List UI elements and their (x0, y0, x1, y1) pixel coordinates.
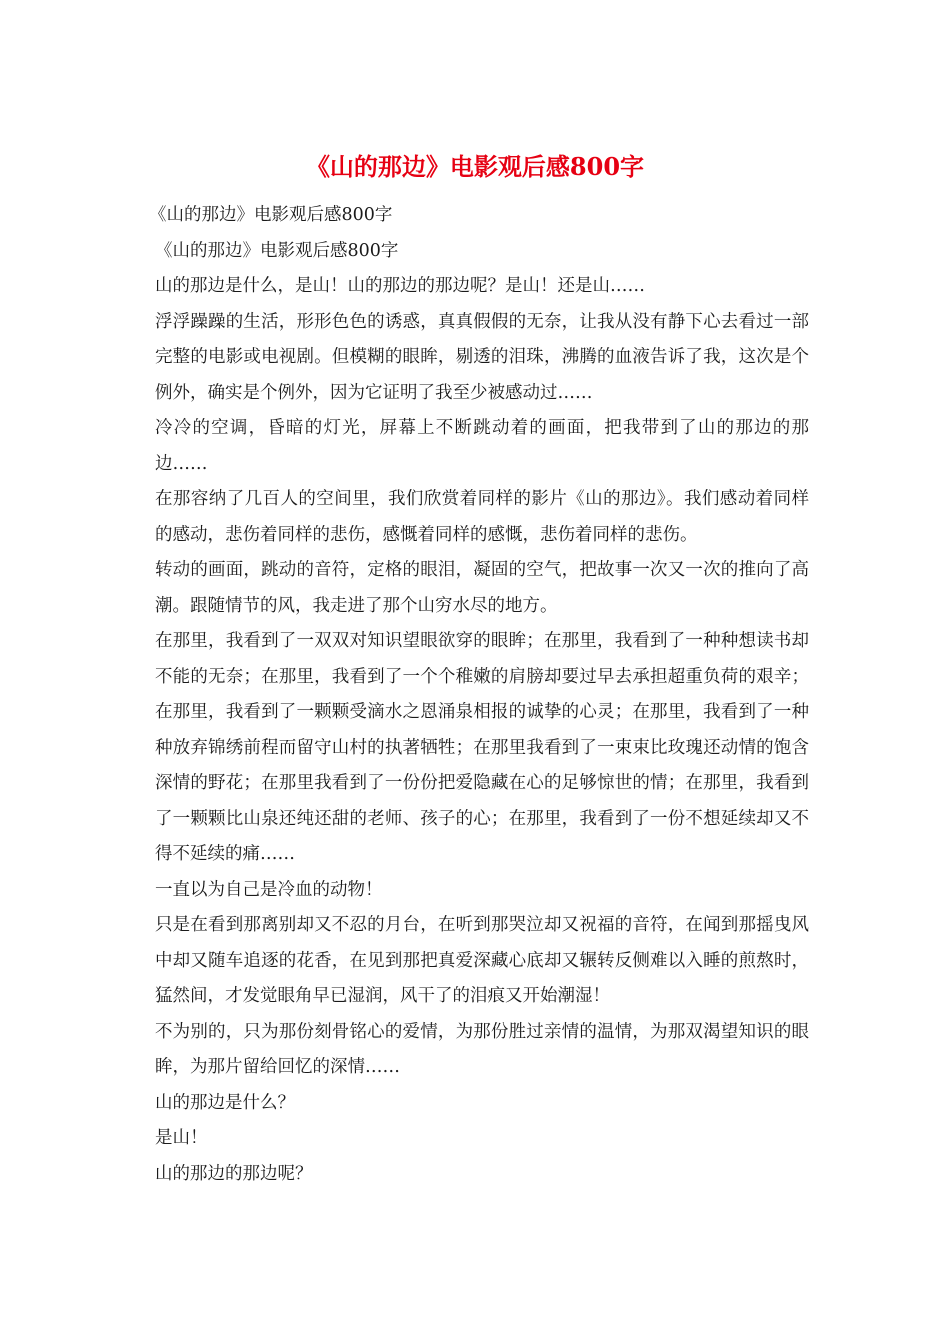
document-body (145, 198, 809, 1192)
paragraph-4: 浮浮躁躁的生活，形形色色的诱惑，真真假假的无奈，让我从没有静下心去看过一部完整的电影或电视剧。但模糊的眼眸，剔透的泪珠，沸腾的血液告诉了我，这次是个例外，确实是个例外，因为它证明了我至少被感动过…… (155, 311, 809, 403)
paragraph-7: 转动的画面，跳动的音符，定格的眼泪，凝固的空气，把故事一次又一次的推向了高潮。跟随情节的风，我走进了那个山穷水尽的地方。 (155, 560, 809, 616)
paragraph-9: 一直以为自己是冷血的动物！ (155, 879, 383, 900)
paragraph-13: 是山！ (155, 1128, 208, 1148)
paragraph-11: 不为别的，只为那份刻骨铭心的爱情，为那份胜过亲情的温情，为那双渴望知识的眼眸，为那片留给回忆的深情…… (155, 1021, 809, 1077)
document-title: 《山的那边》电影观后感800字 (305, 152, 645, 181)
paragraph-3: 山的那边是什么，是山！山的那边的那边呢？是山！还是山…… (155, 276, 645, 296)
paragraph-2: 《山的那边》电影观后感800字 (155, 240, 399, 261)
paragraph-8: 在那里，我看到了一双双对知识望眼欲穿的眼眸；在那里，我看到了一种种想读书却不能的无奈；在那里，我看到了一个个稚嫩的肩膀却要过早去承担超重负荷的艰辛；在那里，我看到了一颗颗受滴水之恩涌泉相报的诚挚的心灵；在那里，我看到了一种种放弃锦绣前程而留守山村的执著牺牲；在那里我看到了一束束比玫瑰还动情的饱含深情的野花；在那里我看到了一份份把爱隐藏在心的足够惊世的情；在那里，我看到了一颗颗比山泉还纯还甜的老师、孩子的心；在那里，我看到了一份不想延续却又不得不延续的痛…… (155, 631, 809, 864)
paragraph-14: 山的那边的那边呢？ (155, 1163, 313, 1184)
paragraph-5: 冷冷的空调，昏暗的灯光，屏幕上不断跳动着的画面，把我带到了山的那边的那边…… (155, 418, 809, 474)
paragraph-6: 在那容纳了几百人的空间里，我们欣赏着同样的影片《山的那边》。我们感动着同样的感动，悲伤着同样的悲伤，感慨着同样的感慨，悲伤着同样的悲伤。 (155, 489, 809, 545)
paragraph-10: 只是在看到那离别却又不忍的月台，在听到那哭泣却又祝福的音符，在闻到那摇曳风中却又随车追逐的花香，在见到那把真爱深藏心底却又辗转反侧难以入睡的煎熬时，猛然间，才发觉眼角早已湿润，风干了的泪痕又开始潮湿！ (155, 915, 809, 1006)
paragraph-1: 《山的那边》电影观后感800字 (149, 205, 393, 225)
paragraph-12: 山的那边是什么？ (155, 1092, 295, 1113)
